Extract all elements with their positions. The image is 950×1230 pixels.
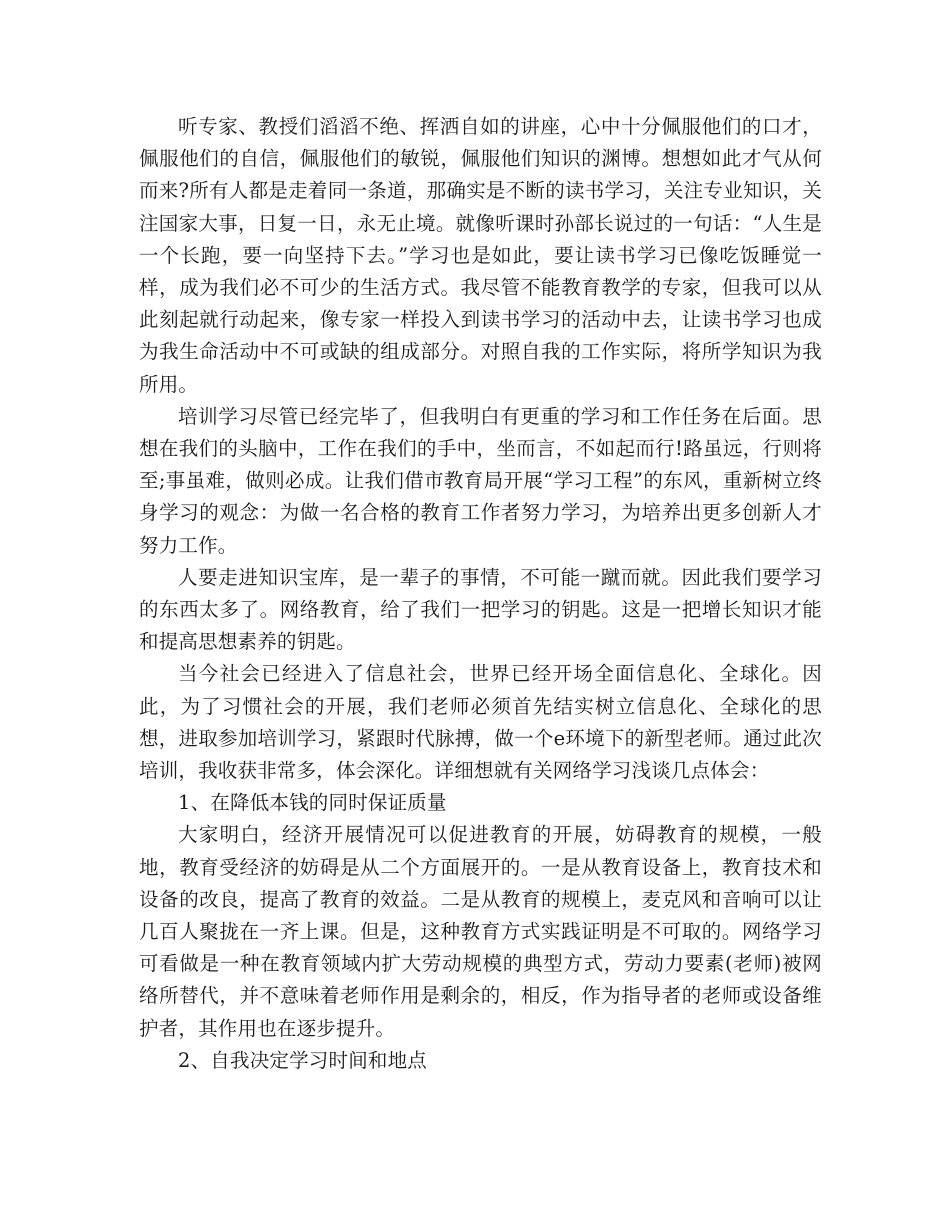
paragraph-4: 当今社会已经进入了信息社会，世界已经开场全面信息化、全球化。因此，为了习惯社会的开展，我们老师必须首先结实树立信息化、全球化的思想，进取参加培训学习，紧跟时代脉搏，做一个e环境下的新型老师。通过此次培训，我收获非常多，体会深化。详细想就有关网络学习浅谈几点体会： [139, 662, 822, 783]
paragraph-5: 大家明白，经济开展情况可以促进教育的开展，妨碍教育的规模，一般地，教育受经济的妨碍是从二个方面展开的。一是从教育设备上，教育技术和设备的改良，提高了教育的效益。二是从教育的规模上，麦克风和音响可以让几百人聚拢在一齐上课。但是，这种教育方式实践证明是不可取的。网络学习可看做是一种在教育领域内扩大劳动规模的典型方式，劳动力要素(老师)被网络所替代，并不意味着老师作用是剩余的，相反，作为指导者的老师或设备维护者，其作用也在逐步提升。 [139, 823, 822, 1040]
paragraph-2: 培训学习尽管已经完毕了，但我明白有更重的学习和工作任务在后面。思想在我们的头脑中，工作在我们的手中，坐而言，不如起而行!路虽远，行则将至;事虽难，做则必成。让我们借市教育局开展“学习工程”的东风，重新树立终身学习的观念：为做一名合格的教育工作者努力学习，为培养出更多创新人才努力工作。 [139, 404, 822, 557]
paragraph-1: 听专家、教授们滔滔不绝、挥洒自如的讲座，心中十分佩服他们的口才，佩服他们的自信，佩服他们的敏锐，佩服他们知识的渊博。想想如此才气从何而来?所有人都是走着同一条道，那确实是不断的读书学习，关注专业知识，关注国家大事，日复一日，永无止境。就像听课时孙部长说过的一句话：“人生是一个长跑，要一向坚持下去。”学习也是如此，要让读书学习已像吃饭睡觉一样，成为我们必不可少的生活方式。我尽管不能教育教学的专家，但我可以从此刻起就行动起来，像专家一样投入到读书学习的活动中去，让读书学习也成为我生命活动中不可或缺的组成部分。对照自我的工作实际，将所学知识为我所用。 [139, 115, 822, 396]
paragraph-3: 人要走进知识宝库，是一辈子的事情，不可能一蹴而就。因此我们要学习的东西太多了。网络教育，给了我们一把学习的钥匙。这是一把增长知识才能和提高思想素养的钥匙。 [139, 565, 822, 654]
section-heading-1: 1、在降低本钱的同时保证质量 [178, 791, 447, 815]
section-heading-2: 2、自我决定学习时间和地点 [178, 1048, 428, 1072]
document-page [139, 111, 822, 1077]
